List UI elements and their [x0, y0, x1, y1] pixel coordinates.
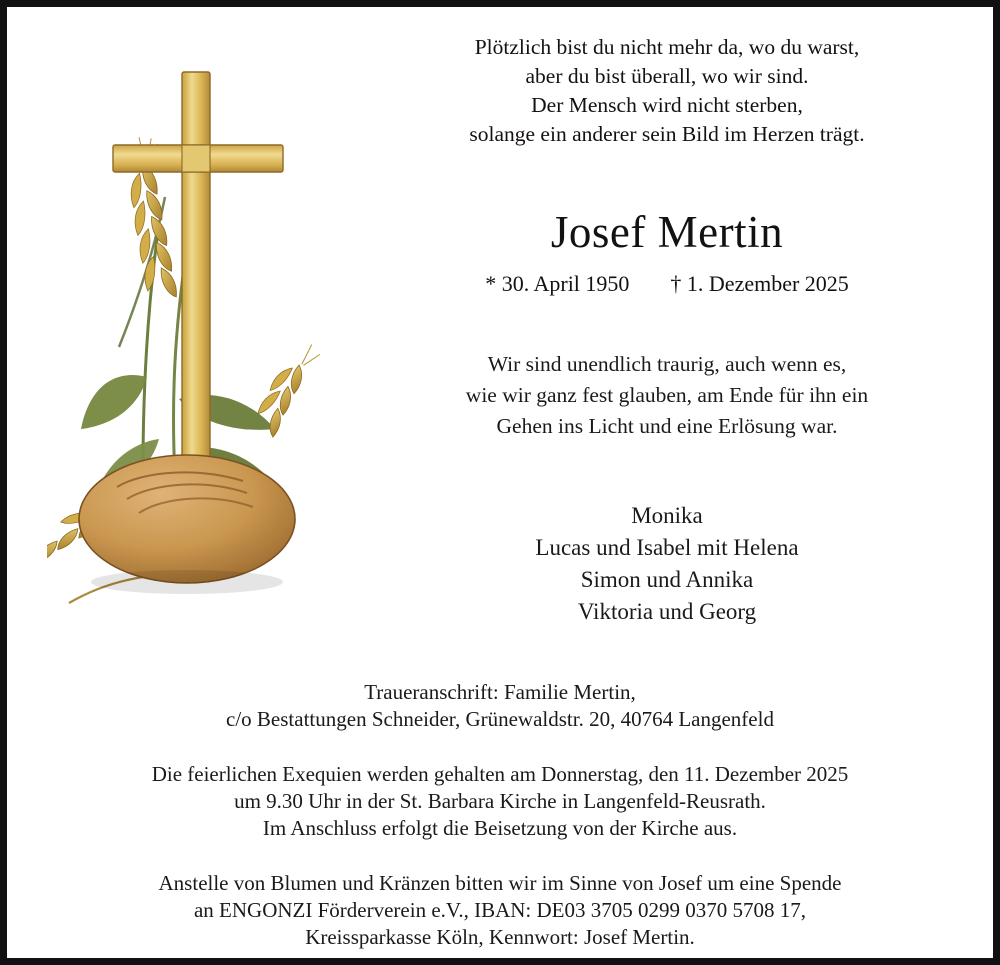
birth-symbol: *: [485, 271, 497, 296]
verse-block: [367, 33, 967, 149]
verse-line: Plötzlich bist du nicht mehr da, wo du warst,: [474, 35, 860, 59]
verse-line: aber du bist überall, wo wir sind.: [525, 64, 809, 88]
notice-inner: [7, 7, 993, 958]
cross-wheat-bread-illustration: [47, 47, 367, 617]
footer-section: [37, 679, 963, 951]
life-dates: [367, 271, 967, 297]
address-block: [37, 679, 963, 733]
address-line: Traueranschrift: Familie Mertin,: [364, 680, 636, 704]
donation-block: [37, 870, 963, 951]
family-block: [367, 500, 967, 628]
birth-date: 30. April 1950: [501, 271, 630, 296]
verse-line: solange ein anderer sein Bild im Herzen trägt.: [469, 122, 865, 146]
verse-line: Der Mensch wird nicht sterben,: [531, 93, 803, 117]
message-line: Wir sind unendlich traurig, auch wenn es,: [487, 352, 847, 376]
message-line: wie wir ganz fest glauben, am Ende für ihn ein: [465, 383, 869, 407]
family-line: Viktoria und Georg: [577, 599, 757, 624]
family-line: Simon und Annika: [580, 567, 754, 592]
family-line: Monika: [631, 503, 703, 528]
service-line: Die feierlichen Exequien werden gehalten am Donnerstag, den 11. Dezember 2025: [151, 762, 849, 786]
wooden-cross: [113, 72, 283, 502]
address-line: c/o Bestattungen Schneider, Grünewaldstr. 20, 40764 Langenfeld: [226, 707, 774, 731]
message-line: Gehen ins Licht und eine Erlösung war.: [496, 414, 838, 438]
text-column: [367, 33, 967, 628]
family-line: Lucas und Isabel mit Helena: [535, 535, 799, 560]
message-block: [367, 349, 967, 442]
service-block: [37, 761, 963, 842]
donation-line: Kreissparkasse Köln, Kennwort: Josef Mertin.: [305, 925, 695, 949]
service-line: Im Anschluss erfolgt die Beisetzung von der Kirche aus.: [262, 816, 738, 840]
donation-line: an ENGONZI Förderverein e.V., IBAN: DE03 3705 0299 0370 5708 17,: [193, 898, 807, 922]
service-line: um 9.30 Uhr in der St. Barbara Kirche in Langenfeld-Reusrath.: [234, 789, 766, 813]
donation-line: Anstelle von Blumen und Kränzen bitten wir im Sinne von Josef um eine Spende: [158, 871, 842, 895]
bread-loaf: [79, 455, 295, 594]
death-symbol: †: [670, 271, 682, 296]
death-date: 1. Dezember 2025: [686, 271, 849, 296]
deceased-name: Josef Mertin: [550, 207, 784, 257]
